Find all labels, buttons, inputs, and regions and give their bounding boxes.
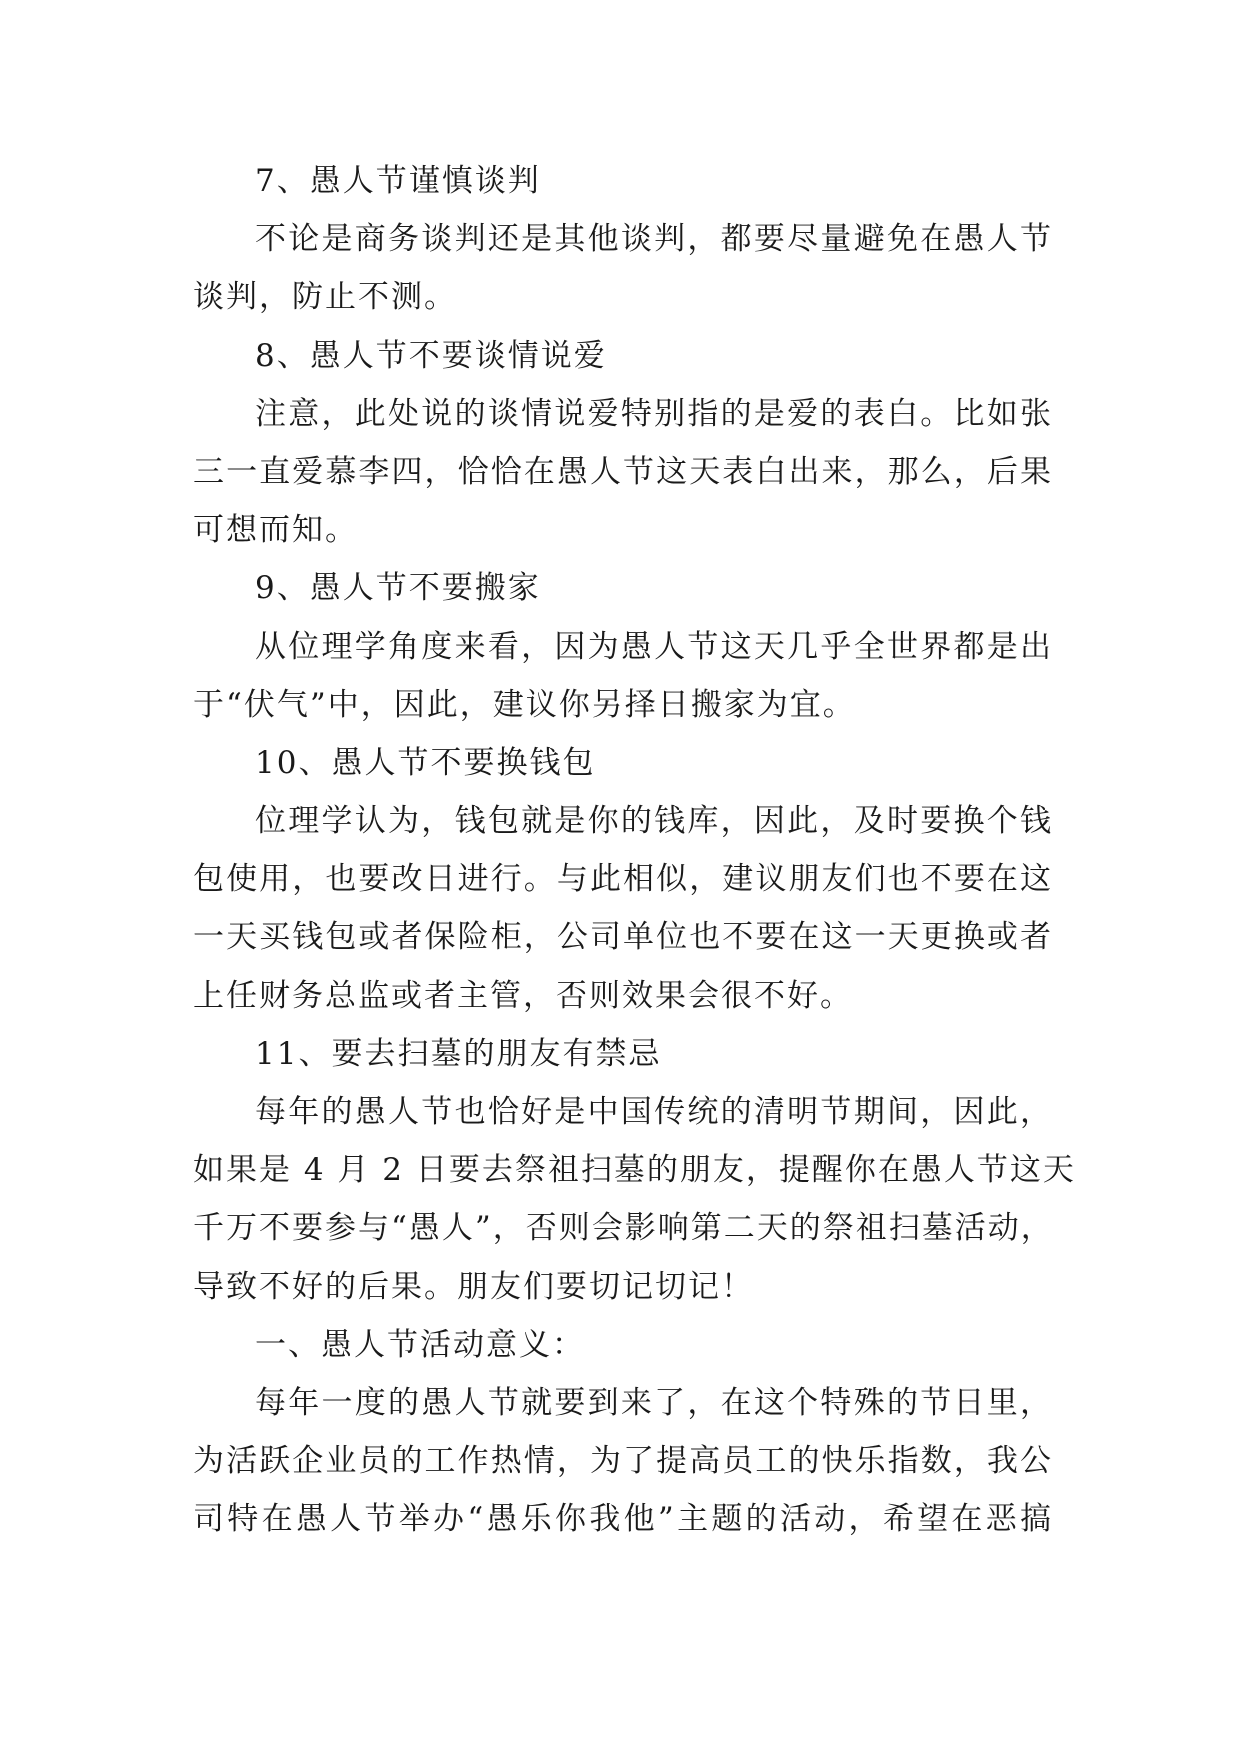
section-heading: 一、愚人节活动意义： bbox=[255, 1326, 585, 1363]
paragraph-line: 如果是 4 月 2 日要去祭祖扫墓的朋友，提醒你在愚人节这天 bbox=[193, 1152, 1076, 1189]
section-heading: 7、愚人节谨慎谈判 bbox=[255, 163, 541, 199]
paragraph-line: 每年的愚人节也恰好是中国传统的清明节期间，因此， bbox=[255, 1094, 1053, 1130]
document-body bbox=[193, 152, 1076, 1549]
paragraph-line: 不论是商务谈判还是其他谈判，都要尽量避免在愚人节 bbox=[255, 221, 1053, 258]
paragraph-line: 注意，此处说的谈情说爱特别指的是爱的表白。比如张 bbox=[255, 395, 1053, 432]
section-heading: 9、愚人节不要搬家 bbox=[255, 570, 541, 607]
section-heading: 10、愚人节不要换钱包 bbox=[255, 744, 596, 781]
paragraph-line: 司特在愚人节举办“愚乐你我他”主题的活动，希望在恶搞 bbox=[193, 1501, 1053, 1538]
paragraph-line: 导致不好的后果。朋友们要切记切记！ bbox=[193, 1268, 754, 1305]
paragraph-line: 千万不要参与“愚人”，否则会影响第二天的祭祖扫墓活动， bbox=[193, 1210, 1054, 1247]
section-heading: 11、要去扫墓的朋友有禁忌 bbox=[255, 1035, 662, 1072]
paragraph-line: 上任财务总监或者主管，否则效果会很不好。 bbox=[193, 977, 853, 1014]
paragraph-line: 每年一度的愚人节就要到来了，在这个特殊的节日里， bbox=[255, 1384, 1053, 1421]
paragraph-line: 谈判，防止不测。 bbox=[193, 279, 457, 316]
paragraph-line: 包使用，也要改日进行。与此相似，建议朋友们也不要在这 bbox=[193, 861, 1053, 898]
paragraph-line: 一天买钱包或者保险柜，公司单位也不要在这一天更换或者 bbox=[193, 919, 1053, 956]
paragraph-line: 从位理学角度来看，因为愚人节这天几乎全世界都是出 bbox=[255, 628, 1053, 665]
paragraph-line: 可想而知。 bbox=[193, 512, 358, 549]
paragraph-line: 为活跃企业员的工作热情，为了提高员工的快乐指数，我公 bbox=[193, 1443, 1053, 1480]
paragraph-line: 位理学认为，钱包就是你的钱库，因此，及时要换个钱 bbox=[255, 803, 1053, 840]
paragraph-line: 三一直爱慕李四，恰恰在愚人节这天表白出来，那么，后果 bbox=[193, 453, 1053, 490]
section-heading: 8、愚人节不要谈情说爱 bbox=[255, 337, 607, 374]
paragraph-line: 于“伏气”中，因此，建议你另择日搬家为宜。 bbox=[193, 686, 856, 723]
